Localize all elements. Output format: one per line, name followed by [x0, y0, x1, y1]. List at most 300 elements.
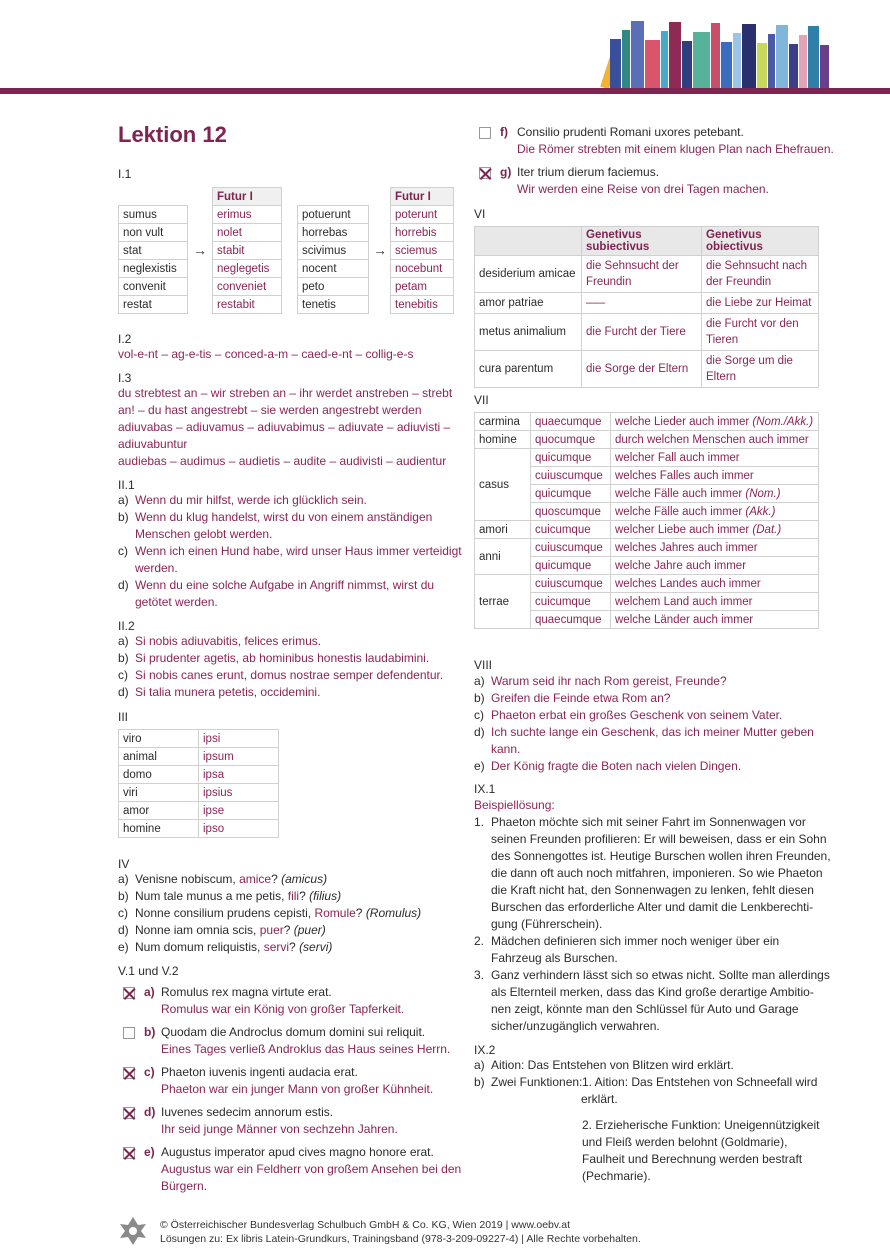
nominative: (Romulus)	[365, 906, 422, 920]
item-text: die Kraft nicht hat, den Sonnenwagen zu lenken, fehlt diesen	[491, 883, 814, 897]
table-cell: erimus	[213, 206, 282, 224]
vocative: amice	[239, 872, 272, 886]
german-translation: Ihr seid junge Männer von sechzehn Jahren.	[161, 1122, 398, 1136]
bookshelf-illustration	[596, 20, 890, 88]
table-cell: –––	[582, 293, 702, 314]
item-letter: c)	[118, 544, 128, 558]
table-cell: die Sehnsucht der Freundin	[582, 256, 702, 293]
table-cell: anni	[475, 539, 531, 575]
table-cell: cuiuscumque	[531, 539, 611, 557]
item-letter: d)	[474, 725, 485, 739]
item-text	[135, 871, 327, 888]
book-spine	[799, 35, 807, 88]
table-row	[119, 730, 279, 748]
item-text: Ich suchte lange ein Geschenk, das ich meiner Mutter geben	[491, 725, 814, 739]
book-spine	[711, 23, 720, 88]
table-cell: casus	[475, 449, 531, 521]
book-spine	[661, 31, 668, 88]
section-label-i3: I.3	[118, 371, 132, 385]
checked-box-icon[interactable]	[123, 1107, 135, 1119]
table-cell: potuerunt	[298, 206, 369, 224]
table-cell	[611, 503, 819, 521]
translation: welcher Fall auch immer	[615, 451, 740, 464]
table-row	[298, 224, 369, 242]
punct: ?	[283, 923, 294, 937]
table-row	[475, 413, 819, 431]
table-cell: homine	[475, 431, 531, 449]
book-spine	[768, 34, 775, 88]
table-row	[391, 296, 454, 314]
table-cell	[611, 521, 819, 539]
section-label-v: V.1 und V.2	[118, 964, 179, 978]
item-letter: e)	[144, 1145, 155, 1159]
item-number: 2.	[474, 934, 485, 948]
table-cell: quocumque	[531, 431, 611, 449]
translation: welchem Land auch immer	[615, 595, 753, 608]
table-row	[391, 206, 454, 224]
table-cell: ipsa	[199, 766, 279, 784]
section-label-vii: VII	[474, 393, 489, 407]
table-cell: ipso	[199, 820, 279, 838]
table-row	[213, 278, 282, 296]
table-cell: sciemus	[391, 242, 454, 260]
punct: ?	[355, 906, 366, 920]
item-text: kann.	[491, 742, 521, 756]
table-cell	[611, 557, 819, 575]
item-text: werden.	[135, 561, 178, 575]
item-text	[135, 939, 332, 956]
table-row	[119, 820, 279, 838]
item-text: Greifen die Feinde etwa Rom an?	[491, 691, 671, 705]
vocative: servi	[263, 940, 290, 954]
checked-box-icon[interactable]	[123, 1147, 135, 1159]
book-spine	[622, 30, 630, 88]
item-text: Si nobis adiuvabitis, felices erimus.	[135, 634, 322, 648]
table-cell: stabit	[213, 242, 282, 260]
checked-box-icon[interactable]	[123, 1067, 135, 1079]
item-letter: a)	[118, 634, 129, 648]
checkbox-icon[interactable]	[123, 1027, 135, 1039]
latin-text: Nonne iam omnia scis,	[135, 923, 260, 937]
book-spine	[742, 24, 756, 88]
ix1-subtitle: Beispiellösung:	[474, 798, 555, 812]
book-spine	[669, 22, 681, 88]
book-spine	[645, 40, 660, 88]
ix2-b-line: (Pechmarie).	[582, 1169, 651, 1183]
item-text: des Sonnengottes ist. Heutige Burschen wollen ihren Freunden,	[491, 849, 831, 863]
table-row	[119, 224, 188, 242]
ix2-b-line: Faulheit und Berechnung werden bestraft	[582, 1152, 803, 1166]
table-i1-futur-left	[212, 187, 282, 314]
nominative: (servi)	[299, 940, 333, 954]
item-text: Phaeton erbat ein großes Geschenk von seinem Vater.	[491, 708, 783, 722]
latin-sentence: Quodam die Androclus domum domini sui reliquit.	[161, 1025, 426, 1039]
item-text: Phaeton möchte sich mit seiner Fahrt im Sonnenwagen vor	[491, 815, 806, 829]
book-spine	[610, 39, 621, 88]
item-letter: b)	[118, 889, 129, 903]
item-text: getötet werden.	[135, 595, 218, 609]
table-cell: non vult	[119, 224, 188, 242]
table-cell: cuiuscumque	[531, 575, 611, 593]
book-spine	[682, 41, 692, 88]
item-text: Ganz verhindern lässt sich so etwas nicht. Sollte man allerdings	[491, 968, 830, 982]
table-cell	[611, 539, 819, 557]
item-text: Si nobis canes erunt, domus nostrae semper defendentur.	[135, 668, 444, 682]
table-cell: amori	[475, 521, 531, 539]
table-cell	[611, 467, 819, 485]
table-cell: quaecumque	[531, 611, 611, 629]
table-row	[475, 521, 819, 539]
item-text: Wenn ich einen Hund habe, wird unser Haus immer verteidigt	[135, 544, 462, 558]
translation: welche Fälle auch immer	[615, 505, 746, 518]
table-row	[475, 293, 819, 314]
table-cell	[611, 611, 819, 629]
item-letter: e)	[474, 759, 485, 773]
german-translation: Eines Tages verließ Androklus das Haus seines Herrn.	[161, 1042, 451, 1056]
table-cell: amor	[119, 802, 199, 820]
table-row	[391, 224, 454, 242]
table-row	[475, 575, 819, 593]
table-cell: convenit	[119, 278, 188, 296]
german-translation: Wir werden eine Reise von drei Tagen machen.	[517, 182, 769, 196]
latin-sentence: Romulus rex magna virtute erat.	[161, 985, 332, 999]
table-header: Genetivus subiectivus	[582, 227, 702, 256]
latin-sentence: Phaeton iuvenis ingenti audacia erat.	[161, 1065, 358, 1079]
book-spine	[721, 42, 732, 88]
arrow-icon: →	[373, 242, 387, 258]
item-letter: c)	[118, 906, 128, 920]
section-label-ix2: IX.2	[474, 1043, 496, 1057]
item-letter: a)	[474, 674, 485, 688]
table-row	[298, 242, 369, 260]
table-cell: quaecumque	[531, 413, 611, 431]
nominative: (puer)	[293, 923, 326, 937]
section-label-iv: IV	[118, 857, 130, 871]
table-cell: tenetis	[298, 296, 369, 314]
table-cell	[611, 575, 819, 593]
table-cell: desiderium amicae	[475, 256, 582, 293]
item-letter: b)	[118, 651, 129, 665]
book-spine	[631, 21, 644, 88]
table-row	[298, 296, 369, 314]
item-letter: f)	[500, 125, 508, 139]
item-number: 3.	[474, 968, 485, 982]
table-row	[475, 351, 819, 388]
ix2-b-line: 1. Aition: Das Entstehen von Schneefall wird	[582, 1075, 818, 1089]
table-cell: cura parentum	[475, 351, 582, 388]
table-row	[119, 206, 188, 224]
table-row	[213, 242, 282, 260]
item-letter: b)	[474, 691, 485, 705]
item-text: Wenn du klug handelst, wirst du von einem anständigen	[135, 510, 433, 524]
table-row	[475, 539, 819, 557]
table-cell: die Furcht der Tiere	[582, 314, 702, 351]
i3-line: audiebas – audimus – audietis – audite – audivisti – audientur	[118, 454, 447, 468]
table-cell: nolet	[213, 224, 282, 242]
item-text: sicher/unzugänglich verwahren.	[491, 1019, 660, 1033]
latin-sentence: Consilio prudenti Romani uxores petebant.	[517, 125, 744, 139]
item-letter: d)	[118, 578, 129, 592]
table-cell: quicumque	[531, 485, 611, 503]
translation: welche Lieder auch immer	[615, 415, 753, 428]
table-cell: quicumque	[531, 557, 611, 575]
table-row	[119, 784, 279, 802]
item-number: 1.	[474, 815, 485, 829]
vocative: puer	[259, 923, 284, 937]
nominative: (filius)	[309, 889, 342, 903]
translation: durch welchen Menschen auch immer	[615, 433, 809, 446]
item-text: Menschen gelobt werden.	[135, 527, 273, 541]
translation: welche Fälle auch immer	[615, 487, 746, 500]
item-text: die dann oft auch noch mitfahren, imponieren. So wie Phaeton	[491, 866, 823, 880]
item-text: Fahrzeug als Burschen.	[491, 951, 618, 965]
table-cell: nocent	[298, 260, 369, 278]
item-text	[135, 905, 421, 922]
table-row	[475, 256, 819, 293]
table-row	[119, 278, 188, 296]
item-text: Warum seid ihr nach Rom gereist, Freunde?	[491, 674, 727, 688]
table-vii	[474, 412, 819, 629]
page-title: Lektion 12	[118, 122, 227, 147]
table-row	[475, 431, 819, 449]
german-translation: Augustus war ein Feldherr von großem Ansehen bei den	[161, 1162, 462, 1176]
table-cell: domo	[119, 766, 199, 784]
book-spine	[808, 26, 819, 88]
punct: ?	[299, 889, 310, 903]
ix2-b-letter: b)	[474, 1075, 485, 1089]
nominative: (amicus)	[281, 872, 328, 886]
case-note: (Nom./Akk.)	[752, 415, 814, 428]
latin-text: Num domum reliquistis,	[135, 940, 264, 954]
table-iii	[118, 729, 279, 838]
table-cell: horrebas	[298, 224, 369, 242]
table-row	[391, 242, 454, 260]
item-letter: c)	[118, 668, 128, 682]
item-letter: a)	[144, 985, 155, 999]
book-spine	[820, 45, 829, 88]
table-cell: scivimus	[298, 242, 369, 260]
header-rule	[0, 88, 890, 94]
checked-box-icon[interactable]	[479, 167, 491, 179]
table-cell: amor patriae	[475, 293, 582, 314]
ix2-b-head: Zwei Funktionen:	[491, 1075, 583, 1089]
table-row	[475, 314, 819, 351]
table-cell: ipsum	[199, 748, 279, 766]
book-spine	[693, 32, 710, 88]
table-row	[119, 260, 188, 278]
checkbox-icon[interactable]	[479, 127, 491, 139]
latin-text: Num tale munus a me petis,	[135, 889, 288, 903]
table-row	[213, 260, 282, 278]
item-text: Si prudenter agetis, ab hominibus honestis laudabimini.	[135, 651, 430, 665]
table-cell: homine	[119, 820, 199, 838]
table-row	[213, 224, 282, 242]
translation: welche Länder auch immer	[615, 613, 754, 626]
table-header	[475, 227, 582, 256]
table-row	[475, 449, 819, 467]
section-label-ii2: II.2	[118, 619, 135, 633]
table-cell: tenebitis	[391, 296, 454, 314]
table-cell: conveniet	[213, 278, 282, 296]
item-text: Wenn du mir hilfst, werde ich glücklich sein.	[135, 493, 367, 507]
table-header: Genetivus obiectivus	[702, 227, 819, 256]
section-label-iii: III	[118, 710, 129, 724]
german-translation: Romulus war ein König von großer Tapferkeit.	[161, 1002, 405, 1016]
table-row	[119, 766, 279, 784]
table-vi	[474, 226, 819, 388]
item-text	[135, 922, 326, 939]
futur-header: Futur I	[213, 188, 282, 206]
table-i1-mid	[297, 187, 369, 314]
table-cell: stat	[119, 242, 188, 260]
futur-header: Futur I	[391, 188, 454, 206]
i3-line: adiuvabas – adiuvamus – adiuvabimus – adiuvate – adiuvisti –	[118, 420, 451, 434]
section-label-ii1: II.1	[118, 478, 135, 492]
table-cell: die Sorge der Eltern	[582, 351, 702, 388]
table-cell: ipsi	[199, 730, 279, 748]
table-cell: terrae	[475, 575, 531, 629]
table-cell: viro	[119, 730, 199, 748]
translation: welches Jahres auch immer	[615, 541, 758, 554]
table-cell: restabit	[213, 296, 282, 314]
footer	[160, 1218, 641, 1246]
item-text: Wenn du eine solche Aufgabe in Angriff nimmst, wirst du	[135, 578, 435, 592]
item-text: als Elternteil merken, dass das Kind große derartige Ambitio-	[491, 985, 814, 999]
vocative: fili	[287, 889, 300, 903]
latin-sentence: Iuvenes sedecim annorum estis.	[161, 1105, 334, 1119]
ix2-b-line: 2. Erzieherische Funktion: Uneigennützigkeit	[582, 1118, 820, 1132]
table-row	[119, 242, 188, 260]
item-text: nen zeigt, könnte man den Schlüssel für Auto und Garage	[491, 1002, 799, 1016]
book-spine	[733, 33, 741, 88]
case-note: (Dat.)	[752, 523, 782, 536]
item-letter: a)	[118, 493, 129, 507]
table-cell: die Furcht vor den Tieren	[702, 314, 819, 351]
table-row	[119, 802, 279, 820]
table-cell: quoscumque	[531, 503, 611, 521]
checked-box-icon[interactable]	[123, 987, 135, 999]
table-row	[119, 296, 188, 314]
ix2-b-line: und Fleiß werden belohnt (Goldmarie),	[582, 1135, 788, 1149]
latin-sentence: Augustus imperator apud cives magno honore erat.	[161, 1145, 434, 1159]
ix2-b-line: erklärt.	[581, 1092, 618, 1106]
i3-line: adiuvabuntur	[118, 437, 188, 451]
item-text: Mädchen definieren sich immer noch weniger über ein	[491, 934, 780, 948]
section-label-viii: VIII	[474, 658, 493, 672]
punct: ?	[271, 872, 282, 886]
item-letter: d)	[144, 1105, 156, 1119]
translation: welches Falles auch immer	[615, 469, 754, 482]
item-text: gung (Führerschein).	[491, 917, 603, 931]
table-cell: ipsius	[199, 784, 279, 802]
table-cell: neglegetis	[213, 260, 282, 278]
table-cell	[611, 431, 819, 449]
ix2-a-text: Aition: Das Entstehen von Blitzen wird erklärt.	[491, 1058, 734, 1072]
vocative: Romule	[314, 906, 356, 920]
table-cell: metus animalium	[475, 314, 582, 351]
translation: welches Landes auch immer	[615, 577, 761, 590]
table-cell: viri	[119, 784, 199, 802]
table-cell: carmina	[475, 413, 531, 431]
table-cell	[611, 485, 819, 503]
item-letter: a)	[118, 872, 129, 886]
table-cell: restat	[119, 296, 188, 314]
table-cell: die Liebe zur Heimat	[702, 293, 819, 314]
oebv-logo-icon	[118, 1216, 148, 1246]
case-note: (Nom.)	[745, 487, 781, 500]
latin-sentence: Iter trium dierum faciemus.	[517, 165, 660, 179]
item-letter: d)	[118, 923, 129, 937]
table-cell: poterunt	[391, 206, 454, 224]
book-spine	[776, 25, 788, 88]
table-cell: ipse	[199, 802, 279, 820]
table-cell: petam	[391, 278, 454, 296]
table-cell: die Sehnsucht nach der Freundin	[702, 256, 819, 293]
table-cell: peto	[298, 278, 369, 296]
table-row	[213, 206, 282, 224]
table-row	[391, 278, 454, 296]
german-translation: Phaeton war ein junger Mann von großer Kühnheit.	[161, 1082, 434, 1096]
table-cell: sumus	[119, 206, 188, 224]
german-translation: Die Römer strebten mit einem klugen Plan nach Ehefrauen.	[517, 142, 834, 156]
table-cell	[611, 413, 819, 431]
case-note: (Akk.)	[745, 505, 776, 518]
latin-text: Nonne consilium prudens cepisti,	[135, 906, 315, 920]
footer-copyright: © Österreichischer Bundesverlag Schulbuch GmbH & Co. KG, Wien 2019 | www.oebv.at	[160, 1219, 571, 1231]
punct: ?	[289, 940, 300, 954]
table-cell: cuicumque	[531, 593, 611, 611]
book-spine	[789, 44, 798, 88]
item-letter: g)	[500, 165, 512, 179]
table-cell: nocebunt	[391, 260, 454, 278]
item-text: Burschen das erforderliche Alter und damit die Lenkberechti-	[491, 900, 814, 914]
table-row	[391, 260, 454, 278]
i2-text: vol-e-nt – ag-e-tis – conced-a-m – caed-e-nt – collig-e-s	[118, 347, 414, 361]
table-row	[298, 278, 369, 296]
item-text: Der König fragte die Boten nach vielen Dingen.	[491, 759, 742, 773]
table-i1-futur-right	[390, 187, 454, 314]
table-cell	[611, 449, 819, 467]
section-label-i1: I.1	[118, 167, 132, 181]
table-cell: horrebis	[391, 224, 454, 242]
item-letter: c)	[474, 708, 484, 722]
table-cell	[611, 593, 819, 611]
ix2-a-letter: a)	[474, 1058, 485, 1072]
item-text: Si talia munera petetis, occidemini.	[135, 685, 321, 699]
table-row	[119, 748, 279, 766]
latin-text: Venisne nobiscum,	[135, 872, 240, 886]
table-row	[213, 296, 282, 314]
item-text: seinen Freunden profilieren: Er will beweisen, dass er ein Sohn	[491, 832, 827, 846]
table-cell: cuiuscumque	[531, 467, 611, 485]
translation: welche Jahre auch immer	[615, 559, 747, 572]
german-translation: Bürgern.	[161, 1179, 208, 1193]
footer-note: Lösungen zu: Ex libris Latein-Grundkurs, Trainingsband (978-3-209-09227-4) | Alle Rechte vorbehalten.	[160, 1233, 641, 1245]
item-text	[135, 888, 341, 905]
table-cell: quicumque	[531, 449, 611, 467]
section-label-i2: I.2	[118, 332, 132, 346]
translation: welcher Liebe auch immer	[615, 523, 753, 536]
item-letter: c)	[144, 1065, 155, 1079]
item-letter: b)	[144, 1025, 156, 1039]
i3-line: an! – du hast angestrebt – sie werden angestrebt werden	[118, 403, 422, 417]
section-label-ix1: IX.1	[474, 782, 496, 796]
section-label-vi: VI	[474, 207, 486, 221]
table-cell: animal	[119, 748, 199, 766]
item-letter: e)	[118, 940, 129, 954]
i3-line: du strebtest an – wir streben an – ihr werdet anstreben – strebt	[118, 386, 453, 400]
table-cell: neglexistis	[119, 260, 188, 278]
